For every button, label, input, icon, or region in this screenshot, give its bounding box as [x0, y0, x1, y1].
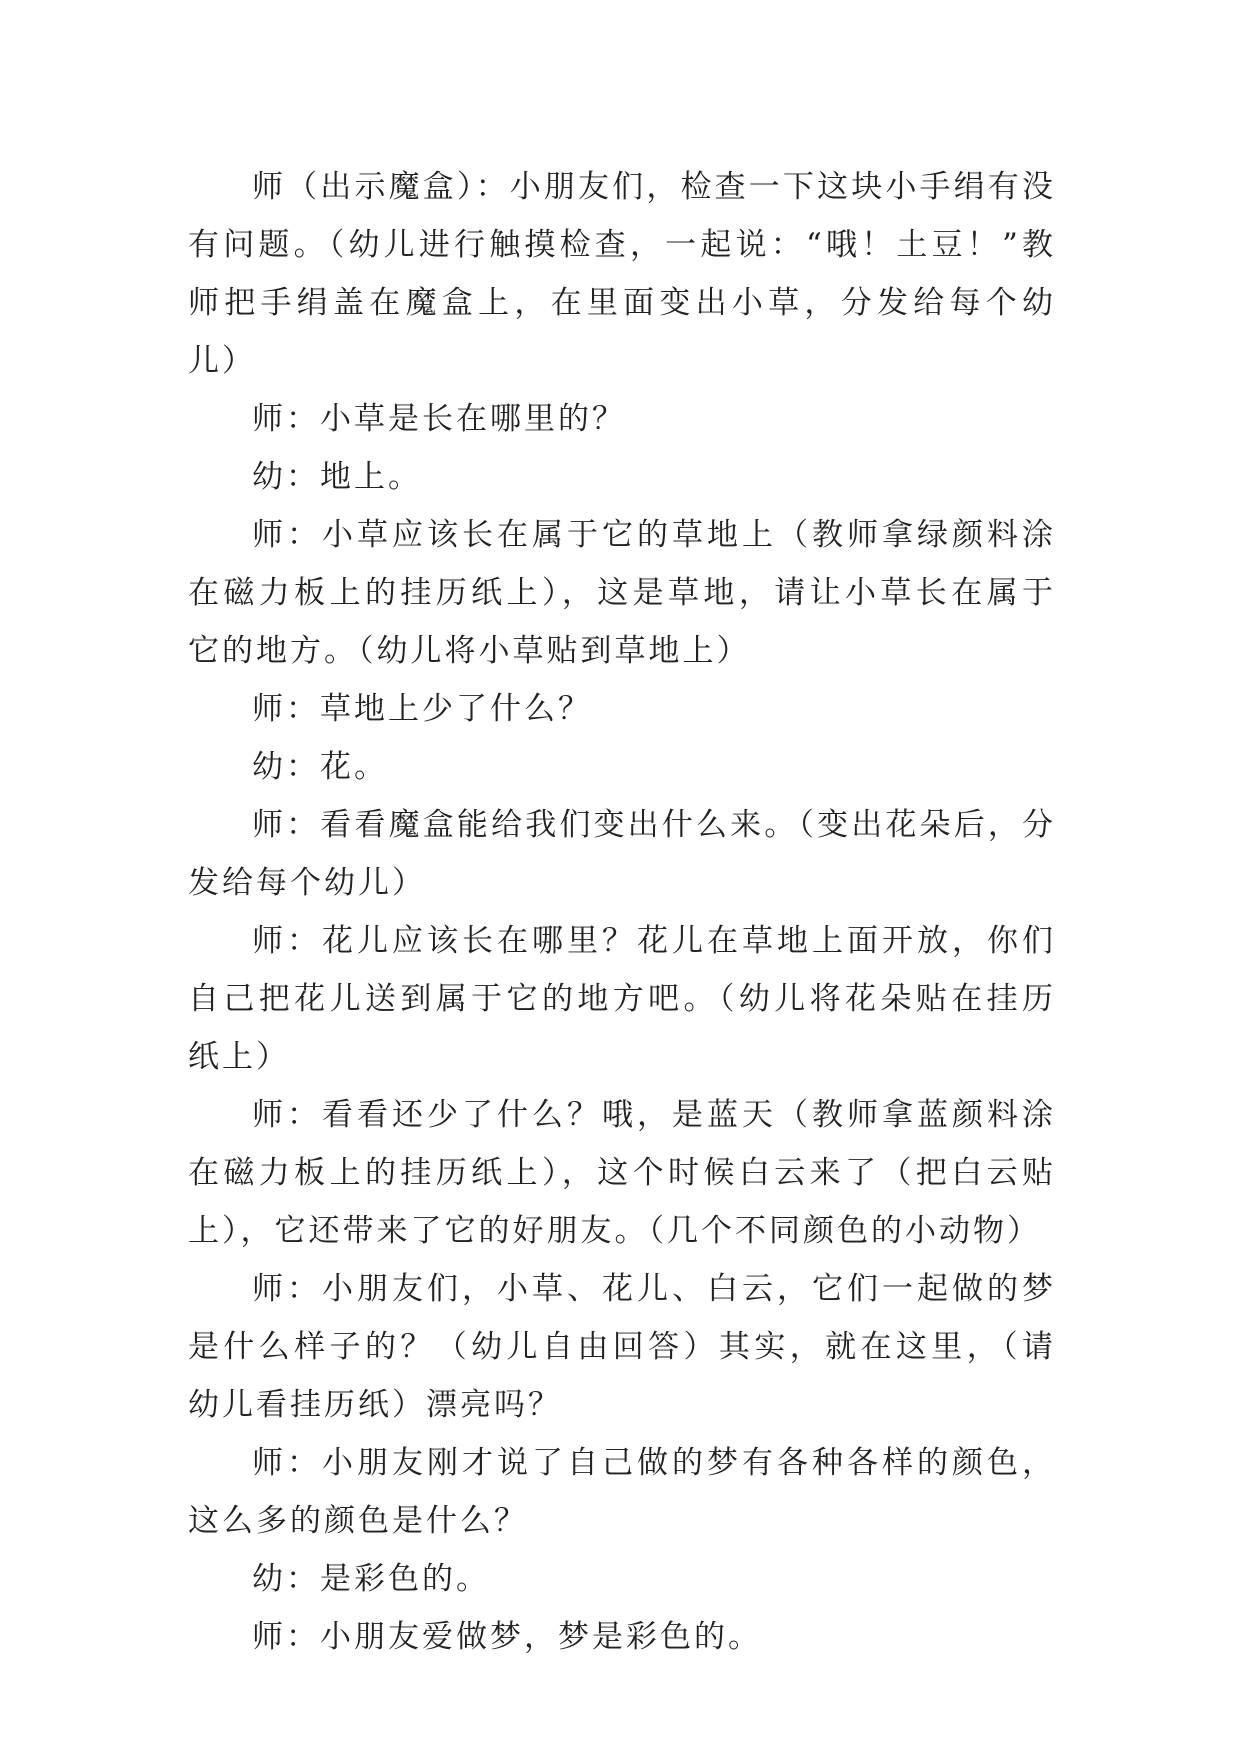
- paragraph-grass-question: 师：小草是长在哪里的？: [252, 401, 626, 437]
- document-body: [188, 158, 1056, 1666]
- paragraph-grass-answer: 幼：地上。: [252, 459, 422, 495]
- paragraph-grass-placement: 师：小草应该长在属于它的草地上（教师拿绿颜料涂在磁力板上的挂历纸上），这是草地，请让小草长在属于它的地方。（幼儿将小草贴到草地上）: [188, 517, 1056, 669]
- paragraph-missing-question: 师：草地上少了什么？: [252, 691, 592, 727]
- paragraph-colors-question: 师：小朋友刚才说了自己做的梦有各种各样的颜色，这么多的颜色是什么？: [188, 1445, 1056, 1539]
- paragraph-closing: 师：小朋友爱做梦，梦是彩色的。: [252, 1619, 762, 1655]
- paragraph-flower-reveal: 师：看看魔盒能给我们变出什么来。（变出花朵后，分发给每个幼儿）: [188, 807, 1056, 901]
- paragraph-flower-placement: 师：花儿应该长在哪里？花儿在草地上面开放，你们自己把花儿送到属于它的地方吧。（幼儿将花朵贴在挂历纸上）: [188, 923, 1056, 1075]
- paragraph-colors-answer: 幼：是彩色的。: [252, 1561, 490, 1597]
- paragraph-flower-answer: 幼：花。: [252, 749, 388, 785]
- paragraph-dream-question: 师：小朋友们，小草、花儿、白云，它们一起做的梦是什么样子的？（幼儿自由回答）其实，就在这里，（请幼儿看挂历纸）漂亮吗？: [188, 1271, 1056, 1423]
- paragraph-sky-clouds: 师：看看还少了什么？哦，是蓝天（教师拿蓝颜料涂在磁力板上的挂历纸上），这个时候白云来了（把白云贴上），它还带来了它的好朋友。（几个不同颜色的小动物）: [188, 1097, 1056, 1249]
- paragraph-magic-box: 师（出示魔盒）：小朋友们，检查一下这块小手绢有没有问题。（幼儿进行触摸检查，一起说：“哦！土豆！”教师把手绢盖在魔盒上，在里面变出小草，分发给每个幼儿）: [188, 169, 1056, 379]
